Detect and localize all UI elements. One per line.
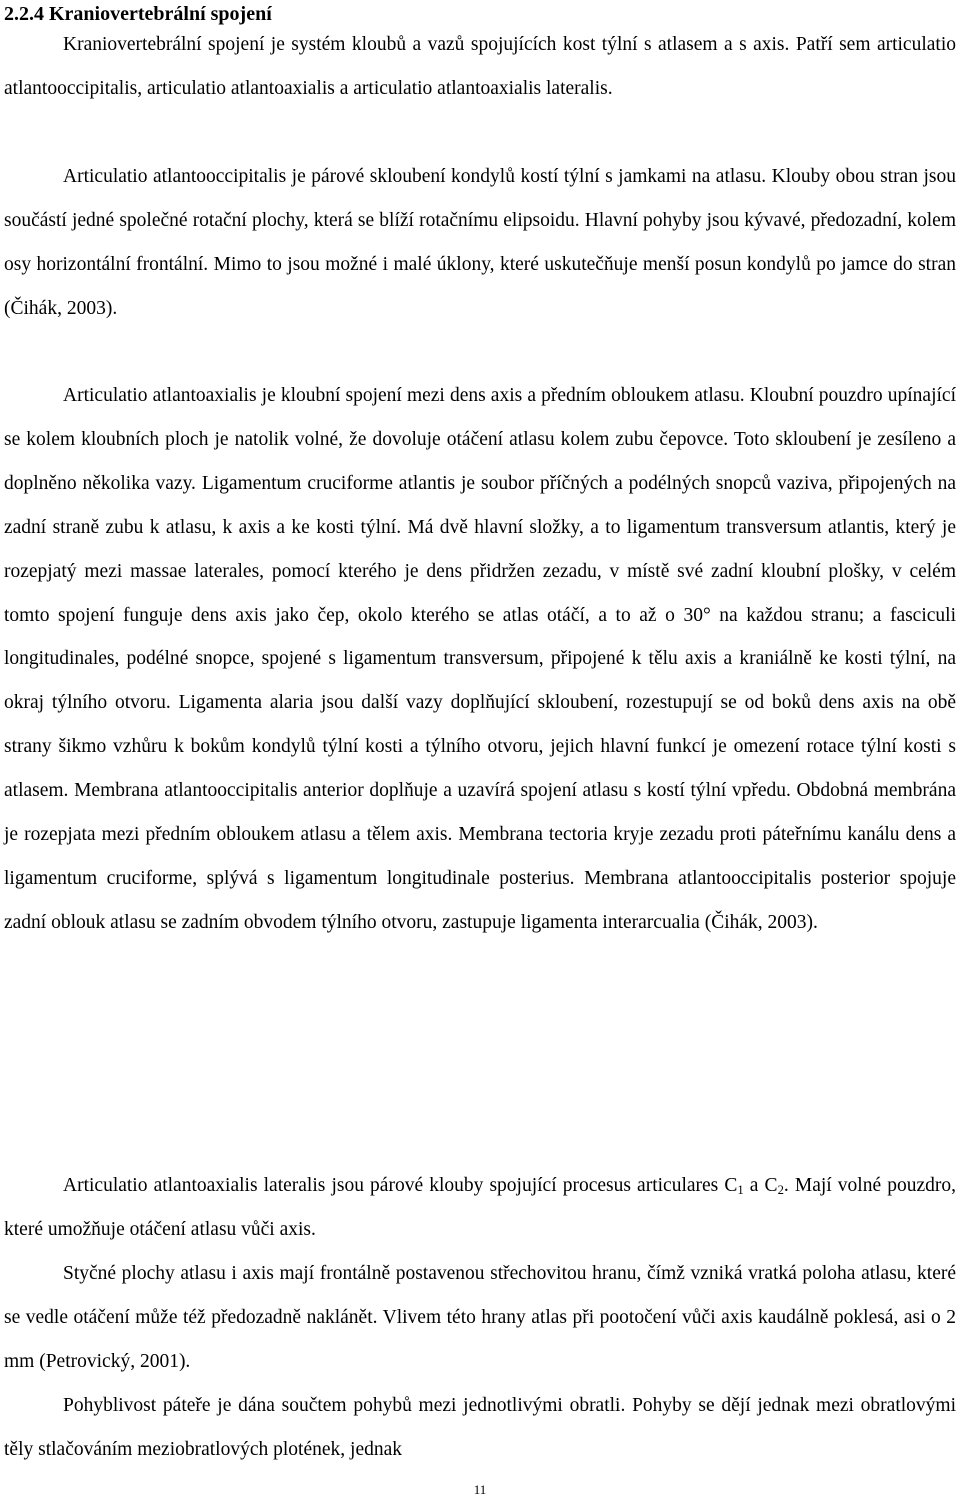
subscript-c2: 2: [777, 1183, 784, 1198]
paragraph-stycne-plochy: Styčné plochy atlasu i axis mají frontálně postavenou střechovitou hranu, čímž vzniká vratká poloha atlasu, které se vedle otáčení může též předozadně naklánět. Vlivem této hrany atlas při pootočení vůči axis kaudálně poklesá, asi o 2 mm (Petrovický, 2001).: [4, 1263, 956, 1372]
lateralis-text-between: a C: [743, 1175, 778, 1196]
section-heading: 2.2.4 Kraniovertebrální spojení: [4, 3, 272, 25]
paragraph-articulatio-atlantoaxialis: Articulatio atlantoaxialis je kloubní spojení mezi dens axis a předním obloukem atlasu. Kloubní pouzdro upínající se kolem kloubních ploch je natolik volné, že dovoluje otáčení atlasu kolem zubu čepovce. Toto skloubení je zesíleno a doplněno několika vazy. Ligamentum cruciforme atlantis je soubor příčných a podélných snopců vaziva, připojených na zadní straně zubu k atlasu, k axis a ke kosti týlní. Má dvě hlavní složky, a to ligamentum transversum atlantis, který je rozepjatý mezi massae laterales, pomocí kterého je dens přidržen zezadu, v místě své zadní kloubní plošky, v celém tomto spojení funguje dens axis jako čep, okolo kterého se atlas otáčí, a to až o 30° na každou stranu; a fasciculi longitudinales, podélné snopce, spojené s ligamentum transversum, připojené k tělu axis a kraniálně ke kosti týlní, na okraj týlního otvoru. Ligamenta alaria jsou další vazy doplňující skloubení, rozestupují se od boků dens axis na obě strany šikmo vzhůru k bokům kondylů týlní kosti a týlního otvoru, jejich hlavní funkcí je omezení rotace týlní kosti s atlasem. Membrana atlantooccipitalis anterior doplňuje a uzavírá spojení atlasu s kostí týlní vpředu. Obdobná membrána je rozepjata mezi předním obloukem atlasu a tělem axis. Membrana tectoria kryje zezadu proti páteřnímu kanálu dens a ligamentum cruciforme, splývá s ligamentum longitudinale posterius. Membrana atlantooccipitalis posterior spojuje zadní oblouk atlasu se zadním obvodem týlního otvoru, zastupuje ligamenta interarcualia (Čihák, 2003).: [4, 385, 956, 933]
lateralis-text-end: . Mají volné pouzdro, které umožňuje otáčení atlasu vůči axis.: [4, 1175, 956, 1240]
paragraph-kraniovertebralni-spojeni: Kraniovertebrální spojení je systém kloubů a vazů spojujících kost týlní s atlasem a s axis. Patří sem articulatio atlantooccipitalis, articulatio atlantoaxialis a articulatio atlantoaxialis lateralis.: [4, 34, 956, 99]
page-number: 11: [473, 1482, 487, 1497]
paragraph-pohyblivost-patere: Pohyblivost páteře je dána součtem pohybů mezi jednotlivými obratli. Pohyby se dějí jednak mezi obratlovými těly stlačováním meziobratlových plotének, jednak: [4, 1395, 956, 1460]
paragraph-articulatio-atlantooccipitalis: Articulatio atlantooccipitalis je párové skloubení kondylů kostí týlní s jamkami na atlasu. Klouby obou stran jsou součástí jedné společné rotační plochy, která se blíží rotačnímu elipsoidu. Hlavní pohyby jsou kývavé, předozadní, kolem osy horizontální frontální. Mimo to jsou možné i malé úklony, které uskutečňuje menší posun kondylů po jamce do stran (Čihák, 2003).: [4, 166, 956, 319]
lateralis-text-start: Articulatio atlantoaxialis lateralis jsou párové klouby spojující procesus articulares C: [63, 1175, 738, 1196]
subscript-c1: 1: [737, 1183, 744, 1198]
paragraph-articulatio-atlantoaxialis-lateralis: [4, 1164, 956, 1252]
